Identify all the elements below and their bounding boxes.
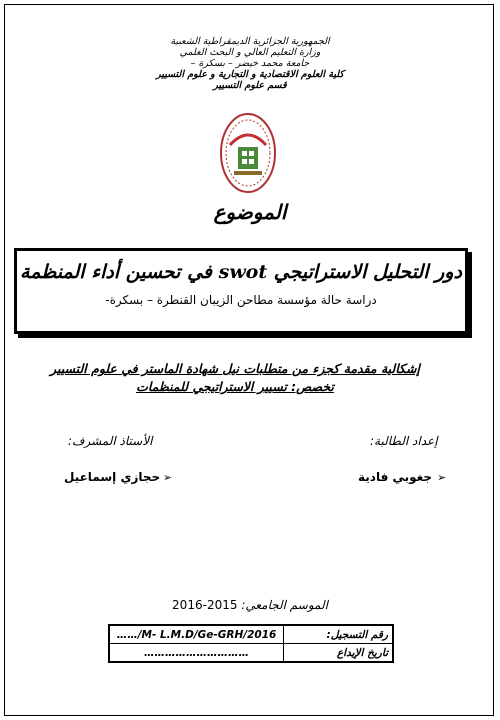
- thesis-main-title: دور التحليل الاستراتيجي swot في تحسين أداء المنظمة: [20, 261, 462, 283]
- university-logo: [218, 111, 278, 195]
- registration-number-label: رقم التسجيل:: [284, 625, 394, 644]
- header-line-faculty: كلية العلوم الاقتصادية و التجارية و علوم التسيير: [156, 69, 344, 80]
- arrow-bullet-icon: ➢: [163, 471, 173, 484]
- thesis-description: [20, 360, 450, 396]
- academic-year-value: 2015-2016: [172, 598, 238, 612]
- registration-number-value: ……/M- L.M.D/Ge-GRH/2016: [109, 625, 284, 644]
- arrow-bullet-icon: ➢: [437, 471, 447, 484]
- subject-title: الموضوع: [213, 200, 287, 224]
- thesis-description-line1: إشكالية مقدمة كجزء من متطلبات نيل شهادة الماستر في علوم التسيير: [50, 361, 420, 376]
- student-label: إعداد الطالبة:: [370, 434, 438, 448]
- table-row: [109, 625, 393, 644]
- registration-table: [108, 624, 394, 663]
- table-row: [109, 644, 393, 663]
- header-line-department: قسم علوم التسيير: [213, 80, 287, 91]
- academic-year: [0, 598, 500, 612]
- deposit-date-label: تاريخ الإيداع: [284, 644, 394, 663]
- student-name: جغوبي فادية: [358, 470, 433, 484]
- supervisor-name: حجازي إسماعيل: [64, 470, 161, 484]
- header-line-university: جامعة محمد خيضر – بسكرة –: [190, 58, 310, 69]
- thesis-case-study: دراسة حالة مؤسسة مطاحن الزيبان القنطرة – بسكرة-: [105, 293, 377, 307]
- institution-header: [0, 36, 500, 91]
- header-line-ministry: وزارة التعليم العالي و البحث العلمي: [179, 47, 321, 58]
- deposit-date-value: …………………………: [109, 644, 284, 663]
- thesis-title-box: [14, 248, 468, 334]
- thesis-specialty: تخصص: تسيير الاستراتيجي للمنظمات: [136, 379, 334, 394]
- header-line-republic: الجمهورية الجزائرية الديمقراطية الشعبية: [170, 36, 330, 47]
- academic-year-label: الموسم الجامعي:: [241, 598, 328, 612]
- supervisor-label: الأستاذ المشرف:: [68, 434, 153, 448]
